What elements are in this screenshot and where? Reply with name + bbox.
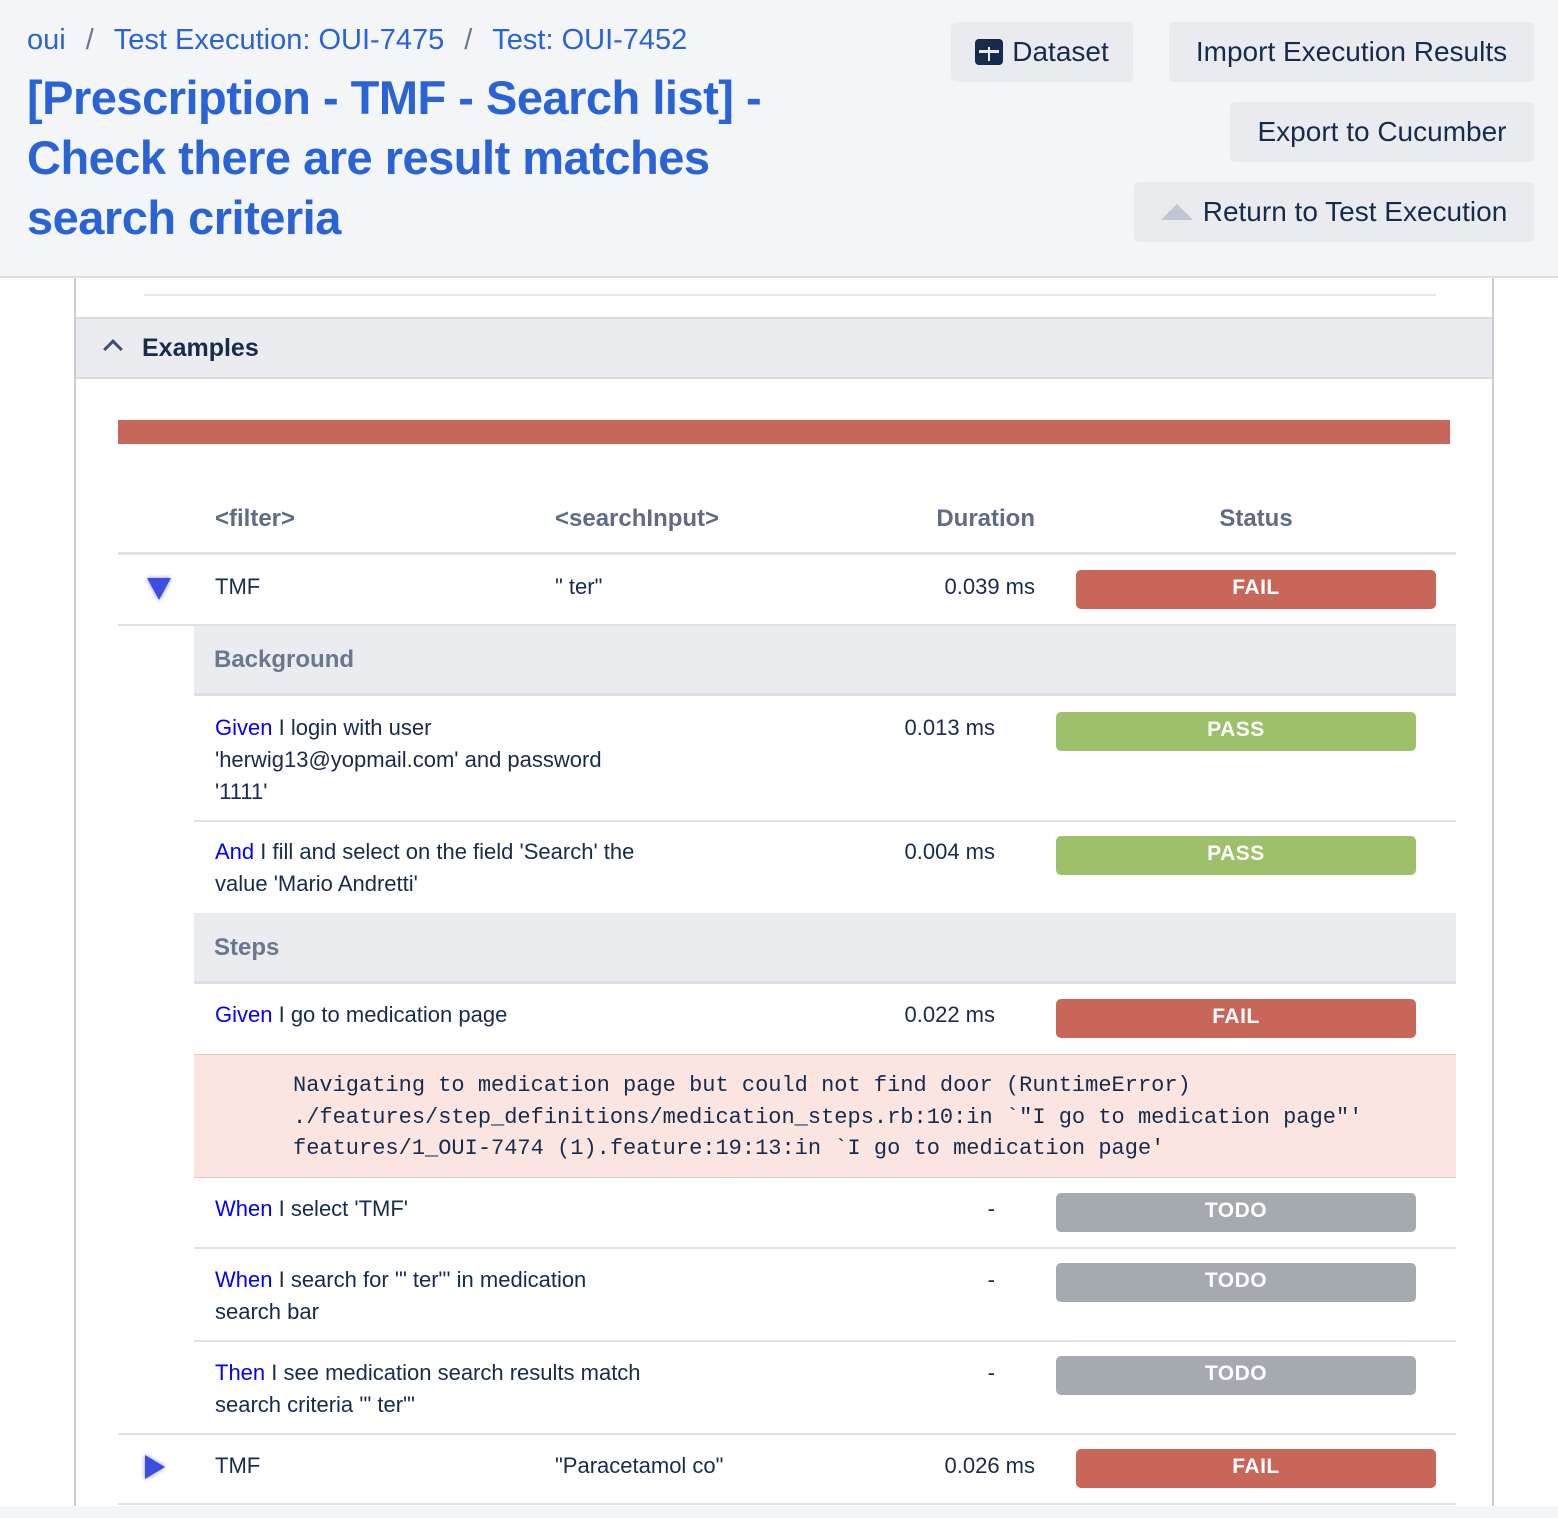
divider (144, 294, 1436, 296)
step-description: I go to medication page (272, 1002, 508, 1027)
status-badge: TODO (1056, 1263, 1416, 1302)
step-text (215, 999, 815, 1031)
example-duration-cell: 0.026 ms (944, 1453, 1035, 1478)
breadcrumb-project-link[interactable]: oui (27, 24, 66, 56)
return-to-test-execution-button[interactable] (1134, 182, 1534, 242)
caret-right-icon[interactable] (145, 1455, 165, 1479)
column-header-status: Status (1219, 505, 1293, 532)
examples-section-header[interactable] (76, 317, 1492, 379)
step-keyword: Given (215, 715, 273, 740)
step-keyword: Given (215, 1002, 273, 1027)
status-badge: FAIL (1076, 570, 1436, 609)
dataset-button-label: Dataset (1012, 36, 1109, 67)
divider (118, 552, 1456, 555)
background-label: Background (214, 646, 355, 673)
divider (118, 1433, 1456, 1435)
breadcrumb-separator: / (85, 24, 94, 56)
caret-down-icon[interactable] (147, 578, 171, 600)
step-text (215, 836, 655, 900)
step-duration: - (987, 1267, 995, 1292)
example-search-input-cell: " ter" (555, 574, 603, 599)
background-section-header (194, 626, 1456, 696)
step-description: I select 'TMF' (272, 1196, 409, 1221)
step-description: I login with user 'herwig13@yopmail.com' and password '1111' (215, 715, 602, 804)
column-header-filter: <filter> (215, 505, 296, 532)
status-badge: PASS (1056, 712, 1416, 751)
divider (194, 820, 1456, 822)
error-message (194, 1054, 1456, 1178)
step-text (215, 712, 655, 808)
step-description: I see medication search results match search criteria '" ter"' (215, 1360, 641, 1417)
table-icon (975, 39, 1003, 65)
example-filter-cell: TMF (215, 574, 261, 599)
step-text (215, 1264, 655, 1328)
step-duration: 0.013 ms (904, 715, 995, 740)
column-header-duration: Duration (936, 505, 1035, 532)
step-keyword: And (215, 839, 255, 864)
page-header (0, 0, 1558, 278)
status-badge: FAIL (1076, 1449, 1436, 1488)
breadcrumb-separator: / (464, 24, 473, 56)
return-button-label: Return to Test Execution (1202, 196, 1508, 227)
step-keyword: When (215, 1196, 273, 1221)
export-to-cucumber-button[interactable] (1230, 102, 1534, 162)
example-filter-cell: TMF (215, 1453, 261, 1478)
step-duration: - (987, 1196, 995, 1221)
steps-section-header (194, 913, 1456, 984)
export-button-label: Export to Cucumber (1257, 116, 1507, 147)
step-duration: 0.004 ms (904, 839, 995, 864)
steps-label: Steps (214, 934, 280, 961)
examples-label: Examples (142, 334, 259, 362)
column-header-search-input: <searchInput> (555, 505, 720, 532)
status-badge: FAIL (1056, 999, 1416, 1038)
status-badge: TODO (1056, 1356, 1416, 1395)
step-description: I search for '" ter"' in medication search bar (215, 1267, 587, 1324)
import-execution-results-button[interactable] (1169, 22, 1534, 82)
example-duration-cell: 0.039 ms (944, 574, 1035, 599)
import-button-label: Import Execution Results (1195, 36, 1508, 67)
step-keyword: When (215, 1267, 273, 1292)
status-badge: TODO (1056, 1193, 1416, 1232)
divider (194, 1247, 1456, 1249)
step-text (215, 1357, 655, 1421)
triangle-up-icon (1161, 204, 1193, 220)
error-line: Navigating to medication page but could not find door (RuntimeError) (293, 1073, 1191, 1098)
divider (194, 1340, 1456, 1342)
step-duration: - (987, 1360, 995, 1385)
page-title: [Prescription - TMF - Search list] - Check there are result matches search criteria (27, 71, 762, 244)
breadcrumb-execution-link[interactable]: Test Execution: OUI-7475 (113, 24, 445, 56)
step-keyword: Then (215, 1360, 266, 1385)
status-badge: PASS (1056, 836, 1416, 875)
page-footer-edge (0, 1506, 1558, 1518)
step-description: I fill and select on the field 'Search' the value 'Mario Andretti' (215, 839, 635, 896)
error-line: ./features/step_definitions/medication_steps.rb:10:in `"I go to medication page"' (293, 1104, 1363, 1130)
breadcrumb (27, 24, 687, 57)
example-search-input-cell: "Paracetamol co" (555, 1453, 724, 1478)
step-duration: 0.022 ms (904, 1002, 995, 1027)
divider (118, 1503, 1456, 1505)
error-line: features/1_OUI-7474 (1).feature:19:13:in `I go to medication page' (293, 1136, 1165, 1161)
breadcrumb-test-link[interactable]: Test: OUI-7452 (492, 24, 688, 56)
examples-status-bar (118, 420, 1450, 444)
step-text (215, 1193, 815, 1225)
dataset-button[interactable] (951, 22, 1133, 82)
